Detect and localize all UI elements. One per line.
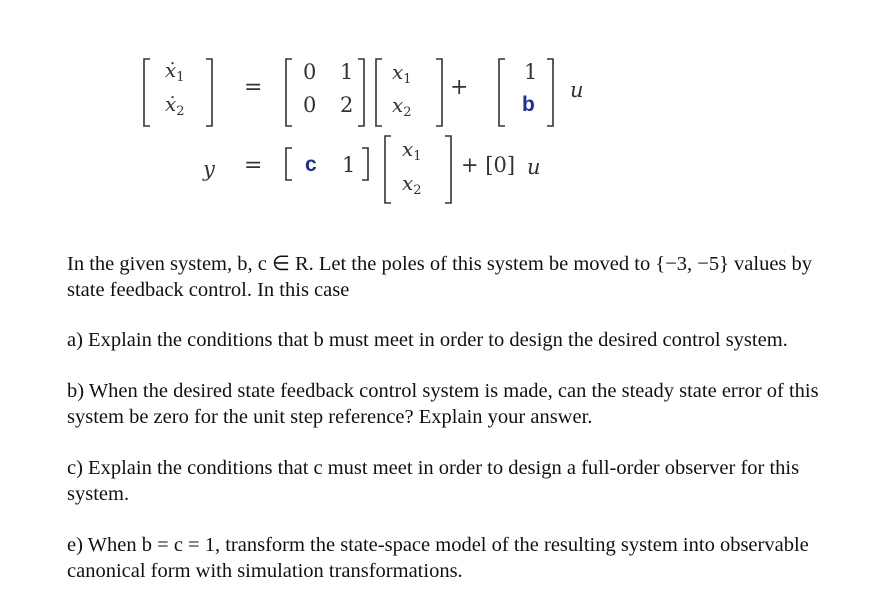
b-1: 1 xyxy=(524,60,538,84)
a-22: 2 xyxy=(340,93,354,117)
question-b-line-2: system be zero for the unit step reference? Explain your answer. xyxy=(67,406,593,428)
c-matrix-bracket xyxy=(282,144,377,184)
question-e-line-1: e) When b = c = 1, transform the state-space model of the resulting system into observable xyxy=(67,534,809,556)
intro-line-2: state feedback control. In this case xyxy=(67,279,350,301)
x2: $x_2$ xyxy=(392,93,412,120)
x1: $x_1$ xyxy=(392,60,412,87)
intro-paragraph xyxy=(67,251,882,303)
output-x1: $x_1$ xyxy=(402,137,422,164)
question-c xyxy=(67,455,882,507)
question-c-line-2: system. xyxy=(67,483,130,505)
a-11: 0 xyxy=(303,60,317,84)
output-equals: = xyxy=(244,153,263,178)
question-b-line-1: b) When the desired state feedback control system is made, can the steady state error of this xyxy=(67,380,819,402)
question-a-line: a) Explain the conditions that b must meet in order to design the desired control system. xyxy=(67,329,788,351)
question-a xyxy=(67,327,882,353)
question-c-line-1: c) Explain the conditions that c must meet in order to design a full-order observer for this xyxy=(67,457,800,479)
c-2: 1 xyxy=(342,153,356,177)
question-b xyxy=(67,378,882,430)
state-u: u xyxy=(570,78,584,102)
output-x2: $x_2$ xyxy=(402,171,422,198)
question-e-line-2: canonical form with simulation transformations. xyxy=(67,560,463,582)
state-plus: + xyxy=(450,75,469,100)
c-param: c xyxy=(305,153,317,176)
lhs-x1-dot: ẋ$_1$ xyxy=(165,58,185,85)
intro-line-1: In the given system, b, c ∈ R. Let the poles of this system be moved to {−3, −5} values by xyxy=(67,253,813,275)
question-e xyxy=(67,532,882,584)
lhs-x2-dot: ẋ$_2$ xyxy=(165,92,185,119)
output-u: u xyxy=(527,155,541,179)
a-21: 0 xyxy=(303,93,317,117)
output-d-term: + [0] xyxy=(461,153,516,177)
a-matrix-bracket xyxy=(282,55,372,130)
b-param: b xyxy=(522,93,535,116)
state-equals: = xyxy=(244,75,263,100)
a-12: 1 xyxy=(340,60,354,84)
output-y: y xyxy=(203,157,215,181)
